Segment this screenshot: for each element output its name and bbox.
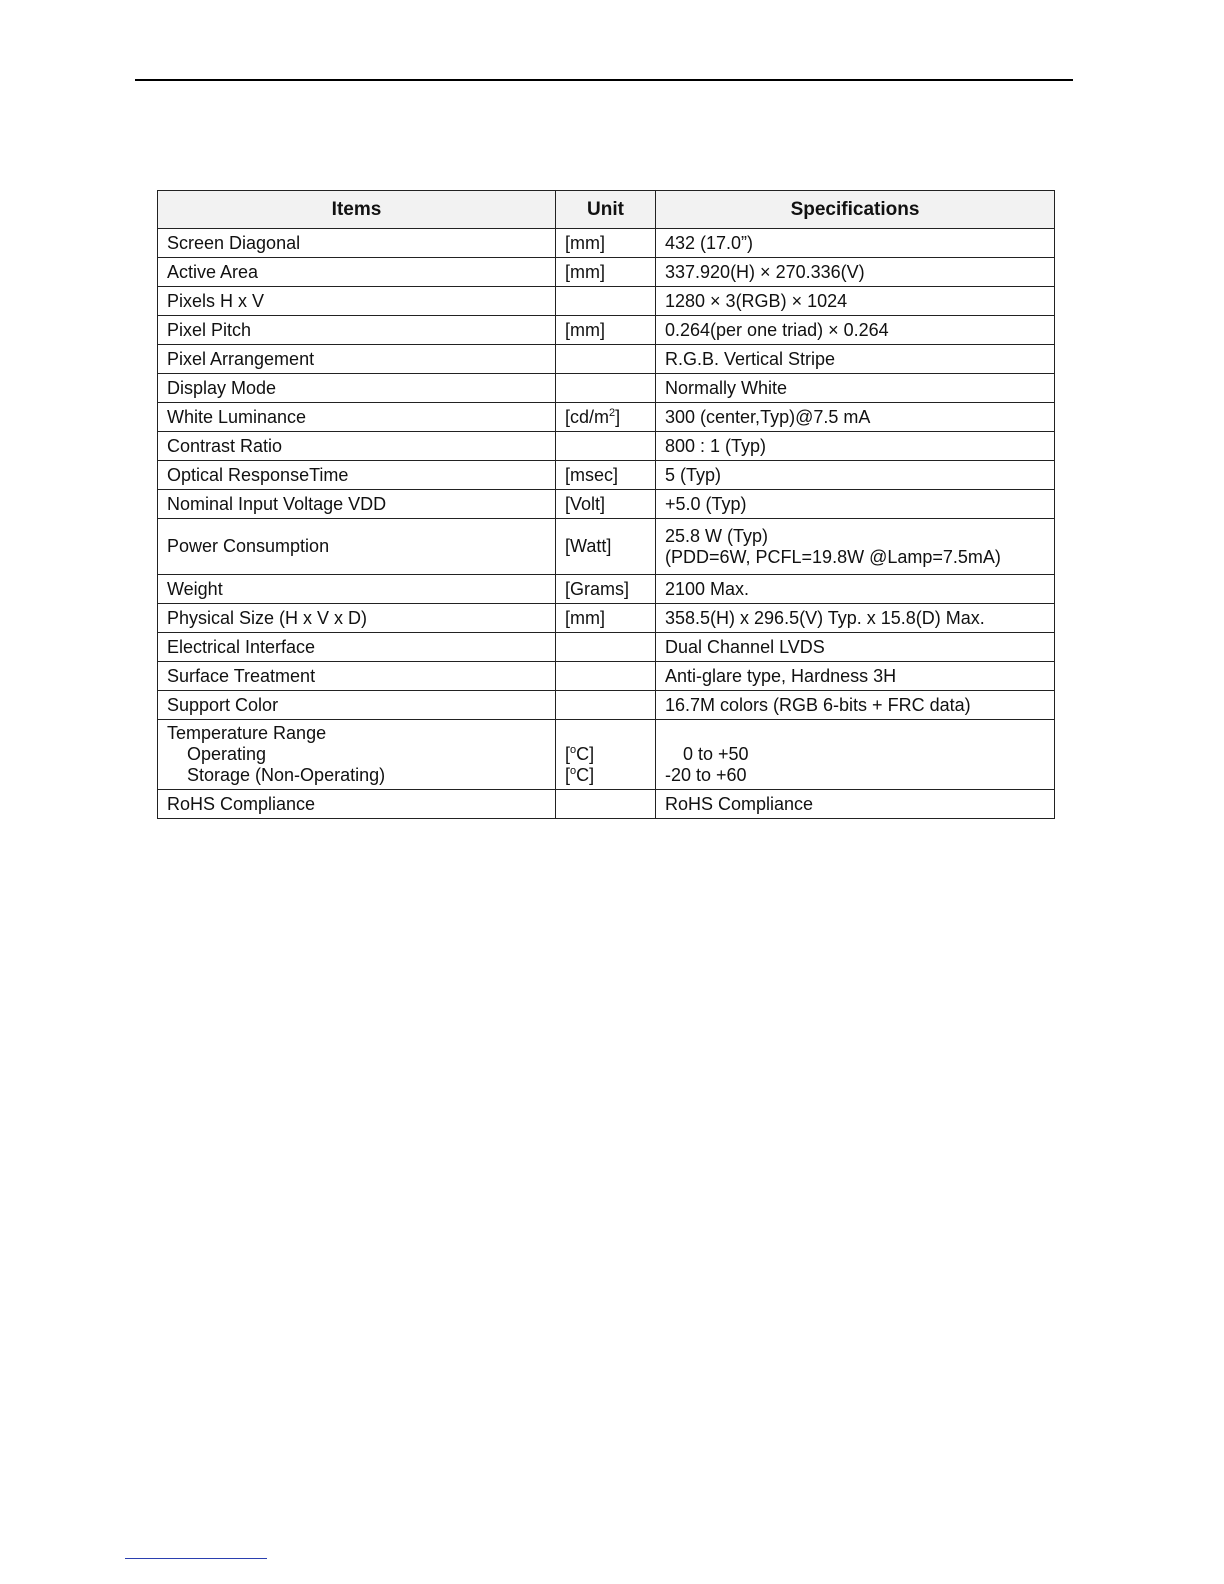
- header-items: Items: [158, 191, 556, 229]
- item-cell: Pixel Pitch: [158, 316, 556, 345]
- unit-cell: [556, 720, 656, 790]
- item-cell: Pixel Arrangement: [158, 345, 556, 374]
- table-row: [158, 258, 1055, 287]
- table-row: [158, 229, 1055, 258]
- item-cell: Power Consumption: [158, 519, 556, 575]
- unit-line-operating: [565, 744, 647, 765]
- item-cell: Active Area: [158, 258, 556, 287]
- unit-cell: [Volt]: [556, 490, 656, 519]
- unit-suffix: C]: [576, 744, 595, 764]
- table-row: [158, 316, 1055, 345]
- table-row: [158, 432, 1055, 461]
- spec-cell: 2100 Max.: [656, 575, 1055, 604]
- unit-superscript: o: [570, 765, 577, 777]
- table-row: [158, 490, 1055, 519]
- item-cell: Screen Diagonal: [158, 229, 556, 258]
- table-row: [158, 287, 1055, 316]
- unit-suffix: ]: [615, 406, 621, 427]
- unit-cell: [556, 691, 656, 720]
- spec-blank-line: [665, 723, 1046, 744]
- table-row: [158, 374, 1055, 403]
- spec-cell: [656, 720, 1055, 790]
- unit-cell: [556, 345, 656, 374]
- unit-cell: [556, 633, 656, 662]
- spec-cell: 800 : 1 (Typ): [656, 432, 1055, 461]
- unit-prefix: [: [565, 744, 571, 764]
- unit-cell: [mm]: [556, 258, 656, 287]
- spec-cell: +5.0 (Typ): [656, 490, 1055, 519]
- specifications-table: [157, 190, 1055, 819]
- table-row: [158, 461, 1055, 490]
- unit-cell: [556, 403, 656, 432]
- item-subline-operating: Operating: [187, 744, 267, 764]
- item-cell: Optical ResponseTime: [158, 461, 556, 490]
- item-cell: Contrast Ratio: [158, 432, 556, 461]
- item-cell: RoHS Compliance: [158, 790, 556, 819]
- spec-cell: 0.264(per one triad) × 0.264: [656, 316, 1055, 345]
- table-row: [158, 575, 1055, 604]
- table-row: [158, 691, 1055, 720]
- unit-superscript: o: [570, 744, 577, 756]
- spec-cell: 16.7M colors (RGB 6-bits + FRC data): [656, 691, 1055, 720]
- header-unit: Unit: [556, 191, 656, 229]
- unit-line-storage: [565, 765, 647, 786]
- unit-cell: [556, 662, 656, 691]
- spec-cell: 337.920(H) × 270.336(V): [656, 258, 1055, 287]
- item-cell: Nominal Input Voltage VDD: [158, 490, 556, 519]
- item-cell: Support Color: [158, 691, 556, 720]
- item-cell: Weight: [158, 575, 556, 604]
- item-cell: Display Mode: [158, 374, 556, 403]
- item-cell: Surface Treatment: [158, 662, 556, 691]
- spec-cell: RoHS Compliance: [656, 790, 1055, 819]
- table-row: [158, 790, 1055, 819]
- unit-cell: [Grams]: [556, 575, 656, 604]
- unit-blank-line: [565, 723, 647, 744]
- unit-cell: [556, 287, 656, 316]
- spec-line-storage: -20 to +60: [665, 765, 747, 785]
- unit-cell: [556, 432, 656, 461]
- spec-cell: 5 (Typ): [656, 461, 1055, 490]
- spec-cell: 300 (center,Typ)@7.5 mA: [656, 403, 1055, 432]
- unit-prefix: [: [565, 765, 571, 785]
- unit-cell: [Watt]: [556, 519, 656, 575]
- unit-cell: [msec]: [556, 461, 656, 490]
- spec-cell: 1280 × 3(RGB) × 1024: [656, 287, 1055, 316]
- spec-cell: [656, 519, 1055, 575]
- spec-cell: R.G.B. Vertical Stripe: [656, 345, 1055, 374]
- footer-rule: [125, 1558, 267, 1559]
- table-row: [158, 403, 1055, 432]
- table-row: [158, 633, 1055, 662]
- spec-cell: Normally White: [656, 374, 1055, 403]
- table-row: [158, 345, 1055, 374]
- spec-line: (PDD=6W, PCFL=19.8W @Lamp=7.5mA): [665, 546, 1001, 567]
- unit-prefix: [cd/m: [565, 406, 610, 427]
- unit-suffix: C]: [576, 765, 595, 785]
- header-specifications: Specifications: [656, 191, 1055, 229]
- item-cell: Physical Size (H x V x D): [158, 604, 556, 633]
- item-cell: Electrical Interface: [158, 633, 556, 662]
- unit-cell: [mm]: [556, 316, 656, 345]
- item-cell: Pixels H x V: [158, 287, 556, 316]
- spec-cell: Dual Channel LVDS: [656, 633, 1055, 662]
- item-subline-storage: Storage (Non-Operating): [187, 765, 386, 785]
- table-row: [158, 604, 1055, 633]
- unit-superscript: 2: [609, 406, 616, 419]
- spec-cell: 358.5(H) x 296.5(V) Typ. x 15.8(D) Max.: [656, 604, 1055, 633]
- spec-cell: Anti-glare type, Hardness 3H: [656, 662, 1055, 691]
- table-row: [158, 519, 1055, 575]
- unit-cell: [mm]: [556, 604, 656, 633]
- item-line: Temperature Range: [167, 723, 327, 743]
- header-rule: [135, 79, 1073, 81]
- table-row: [158, 662, 1055, 691]
- spec-line-operating: 0 to +50: [683, 744, 749, 764]
- item-cell: [158, 720, 556, 790]
- unit-cell: [mm]: [556, 229, 656, 258]
- unit-cell: [556, 790, 656, 819]
- spec-line: 25.8 W (Typ): [665, 525, 769, 546]
- table-row: [158, 720, 1055, 790]
- table-header-row: [158, 191, 1055, 229]
- item-cell: White Luminance: [158, 403, 556, 432]
- spec-cell: 432 (17.0”): [656, 229, 1055, 258]
- unit-cell: [556, 374, 656, 403]
